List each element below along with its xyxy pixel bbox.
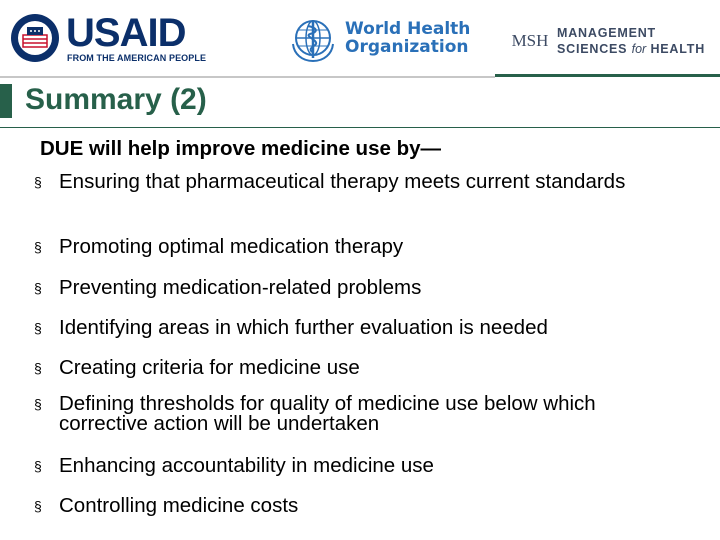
usaid-wordmark: USAID [66, 11, 186, 55]
bullet-marker: § [34, 320, 42, 336]
bullet-item: § Controlling medicine costs [34, 494, 299, 517]
bullet-marker: § [34, 458, 42, 474]
intro-text: DUE will help improve medicine use by— [40, 137, 441, 160]
page-title: Summary (2) [25, 83, 207, 116]
bullet-item: § Identifying areas in which further evaluation is needed [34, 316, 548, 339]
bullet-item: § Defining thresholds for quality of medicine use below which corrective action will be undertaken [34, 392, 596, 435]
who-emblem-icon [288, 14, 338, 64]
msh-logo-icon [510, 22, 550, 56]
bullet-marker: § [34, 174, 42, 190]
header-rule [0, 76, 495, 78]
bullet-marker: § [34, 396, 42, 412]
bullet-item: § Preventing medication-related problems [34, 276, 422, 299]
bullet-marker: § [34, 280, 42, 296]
usaid-tagline: FROM THE AMERICAN PEOPLE [67, 53, 207, 63]
title-accent-bar [0, 84, 12, 118]
who-wordmark: World Health Organization [345, 19, 471, 57]
logo-bar [0, 0, 720, 74]
bullet-marker: § [34, 498, 42, 514]
header-accent-rule [495, 74, 720, 77]
bullet-item: § Ensuring that pharmaceutical therapy meets current standards [34, 170, 626, 193]
bullet-marker: § [34, 360, 42, 376]
bullet-item: § Promoting optimal medication therapy [34, 235, 404, 258]
msh-mark-text: MSH [511, 31, 549, 50]
usaid-seal-icon [10, 13, 60, 63]
bullet-item: § Creating criteria for medicine use [34, 356, 360, 379]
msh-wordmark: MANAGEMENT SCIENCES for HEALTH [557, 26, 706, 56]
title-underline [0, 127, 720, 128]
bullet-item: § Enhancing accountability in medicine use [34, 454, 434, 477]
bullet-marker: § [34, 239, 42, 255]
